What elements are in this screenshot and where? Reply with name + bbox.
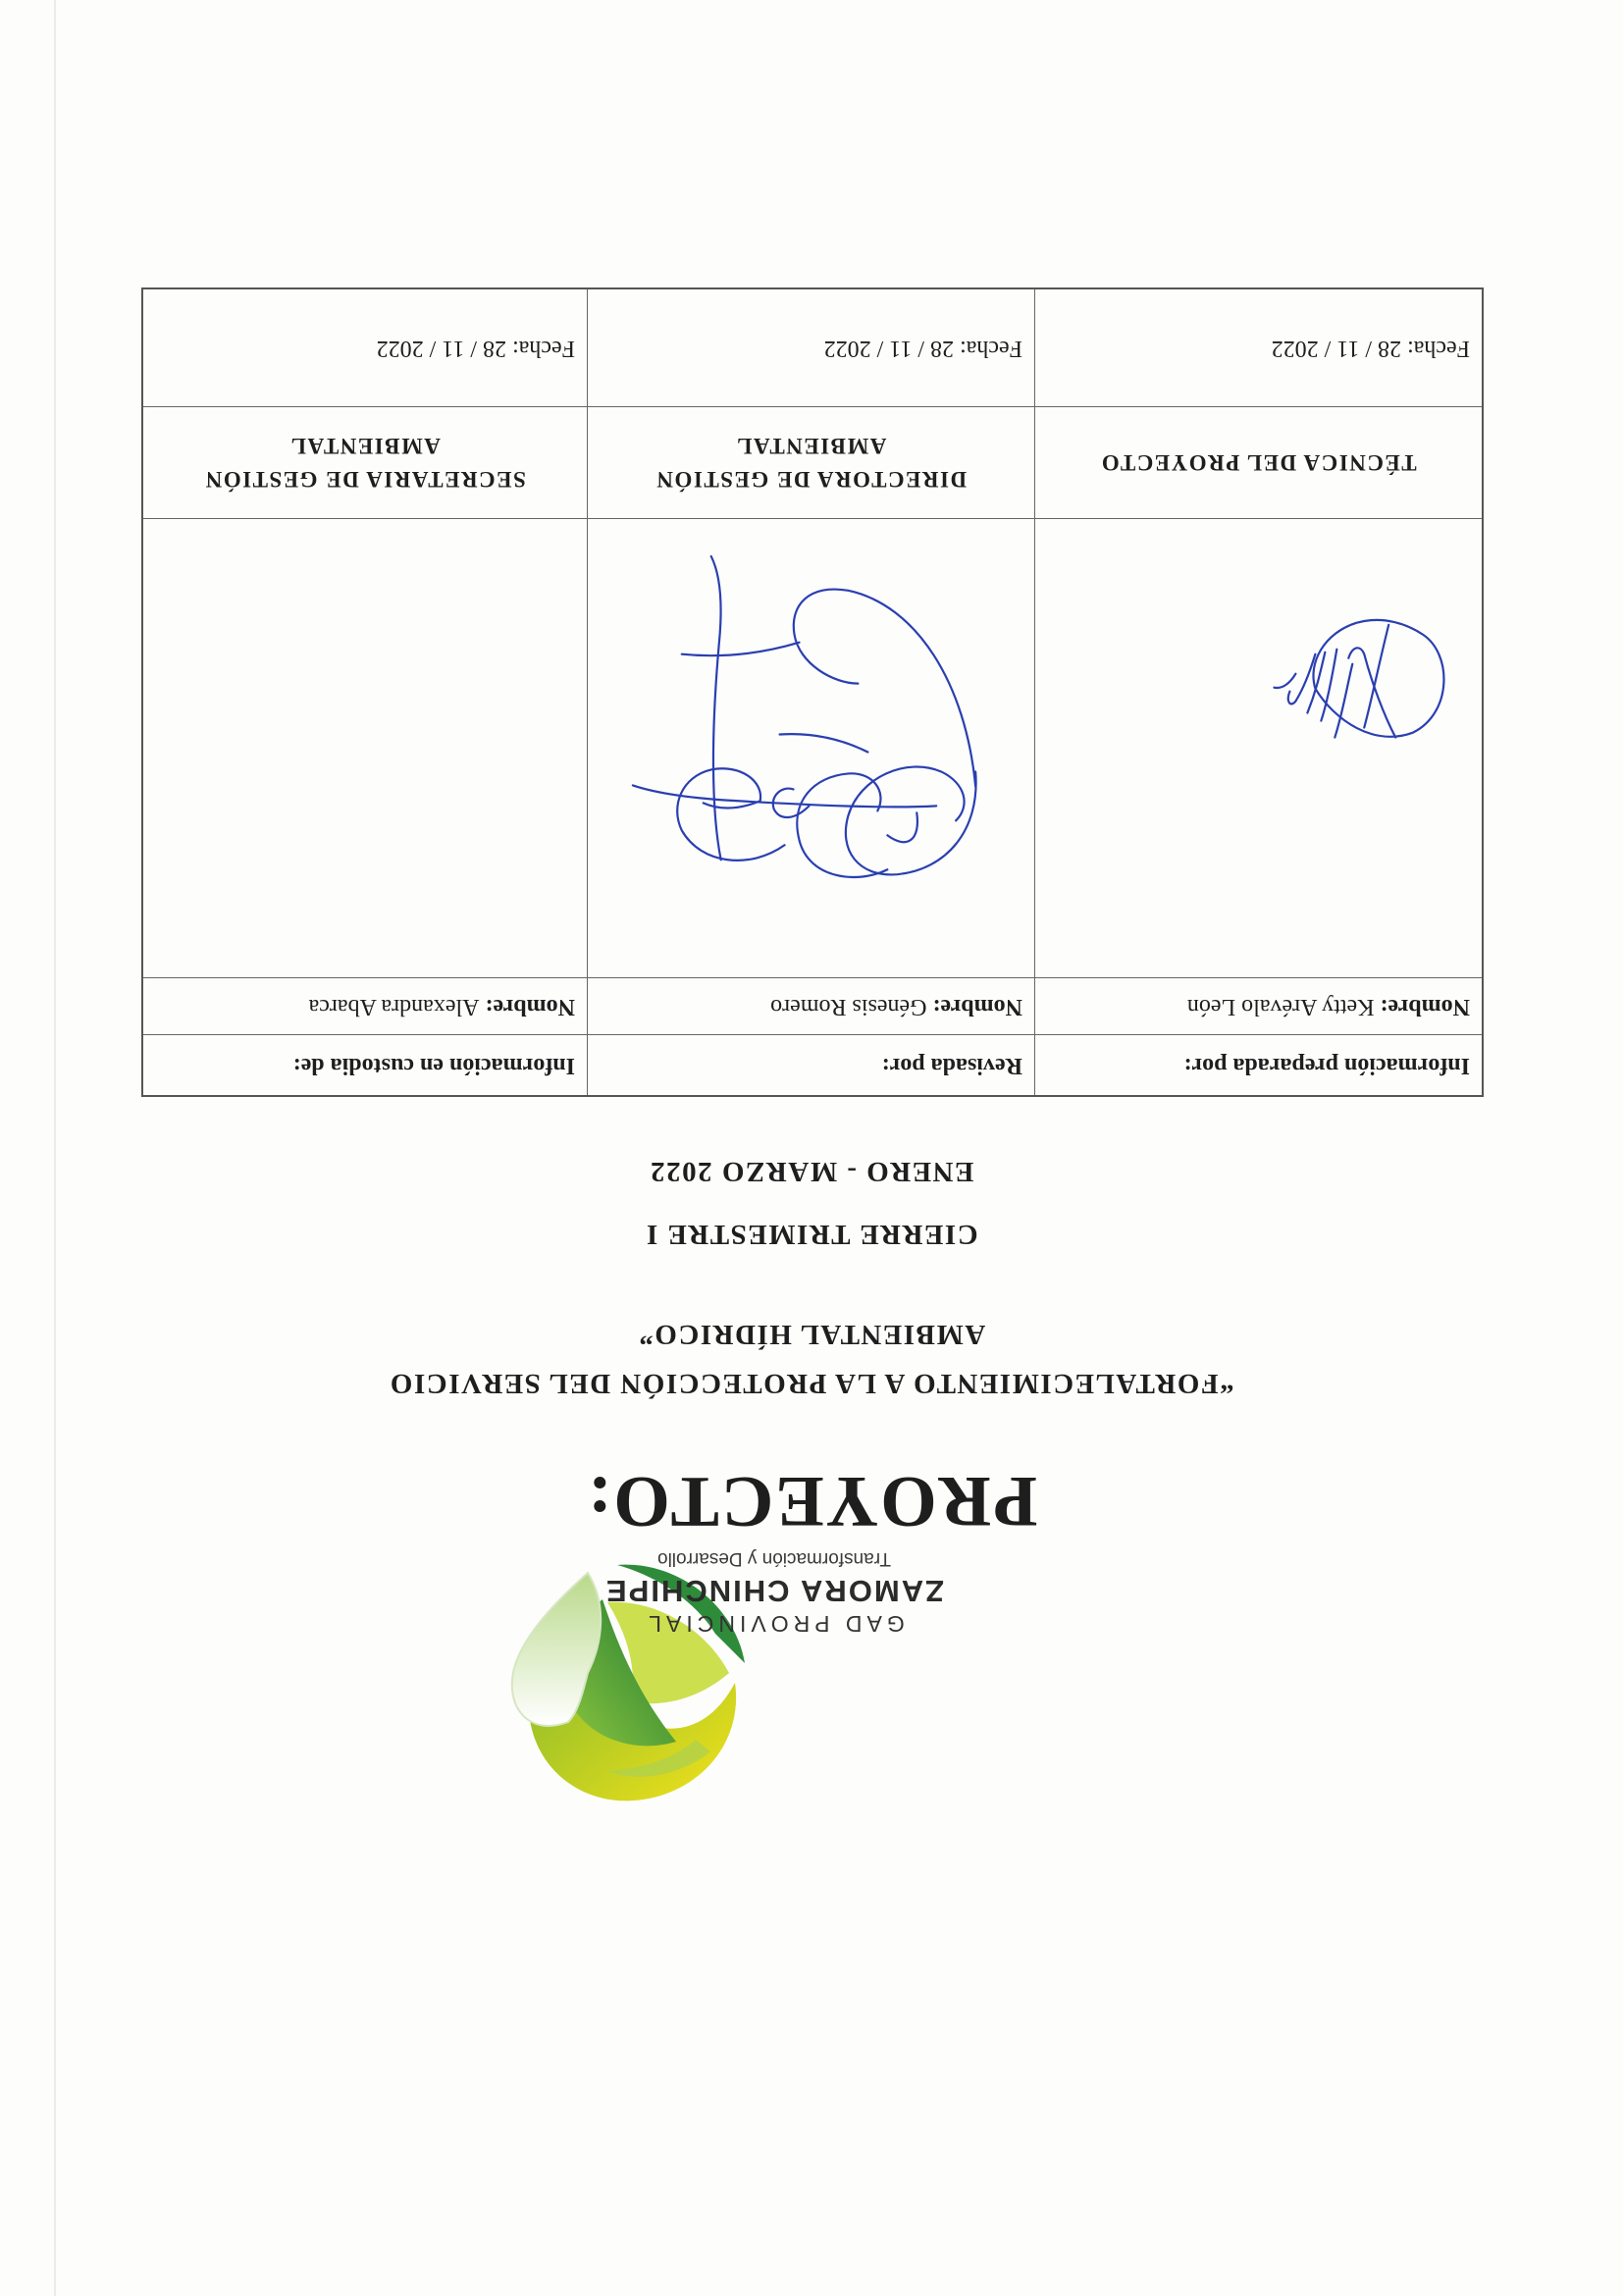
name-label: Nombre: bbox=[932, 994, 1022, 1019]
project-name bbox=[0, 1310, 1623, 1408]
name-value-prepared: Ketty Arévalo León bbox=[1186, 994, 1375, 1019]
name-label: Nombre: bbox=[485, 994, 575, 1019]
signature-ketty-arevalo bbox=[1035, 519, 1482, 977]
signature-genesis-romero bbox=[588, 519, 1034, 977]
role-custody: SECRETARIA DE GESTIÓN AMBIENTAL bbox=[143, 406, 587, 518]
name-value-custody: Alexandra Abarca bbox=[308, 994, 480, 1019]
proyecto-heading: PROYECTO: bbox=[585, 1461, 1038, 1541]
period-line2: ENERO - MARZO 2022 bbox=[649, 1156, 974, 1187]
name-label: Nombre: bbox=[1380, 994, 1470, 1019]
date-reviewed: Fecha: 28 / 11 / 2022 bbox=[587, 289, 1034, 406]
name-cell-prepared bbox=[1034, 977, 1482, 1034]
header-custody-of: Información en custodia de: bbox=[143, 1034, 587, 1095]
date-prepared: Fecha: 28 / 11 / 2022 bbox=[1034, 289, 1482, 406]
period-line1: CIERRE TRIMESTRE I bbox=[645, 1219, 978, 1250]
organization-line1: GAD PROVINCIAL bbox=[644, 1611, 905, 1637]
organization-slogan: Transformación y Desarrollo bbox=[657, 1548, 891, 1569]
header-prepared-by: Información preparada por: bbox=[1034, 1034, 1482, 1095]
name-value-reviewed: Génesis Romero bbox=[770, 994, 927, 1019]
role-prepared: TÉCNICA DEL PROYECTO bbox=[1034, 406, 1482, 518]
name-cell-custody bbox=[143, 977, 587, 1034]
signature-area-custody bbox=[143, 518, 587, 977]
organization-name: ZAMORA CHINCHIPE bbox=[604, 1574, 945, 1608]
period-block bbox=[0, 1140, 1623, 1266]
project-name-line2: AMBIENTAL HÍDRICO” bbox=[637, 1319, 986, 1350]
role-reviewed: DIRECTORA DE GESTIÓN AMBIENTAL bbox=[587, 406, 1034, 518]
project-name-line1: “FORTALECIMIENTO A LA PROTECCIÓN DEL SERVICIO bbox=[389, 1368, 1234, 1399]
signature-area-reviewed bbox=[587, 518, 1034, 977]
signature-table bbox=[141, 287, 1484, 1097]
date-custody: Fecha: 28 / 11 / 2022 bbox=[376, 336, 575, 361]
organization-block bbox=[568, 1547, 980, 1637]
name-cell-reviewed bbox=[587, 977, 1034, 1034]
header-reviewed-by: Revisada por: bbox=[587, 1034, 1034, 1095]
signature-area-prepared bbox=[1034, 518, 1482, 977]
